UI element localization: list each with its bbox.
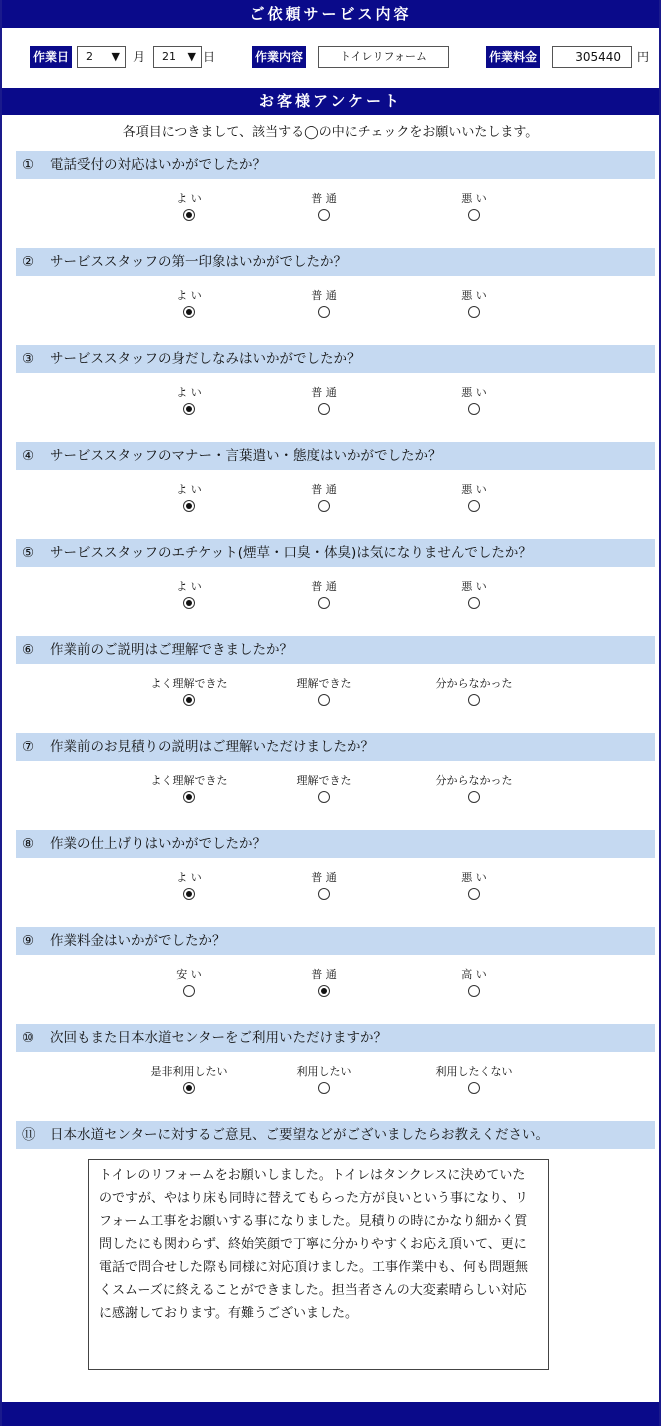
- answer-option-label: 利用したくない: [435, 1065, 513, 1078]
- answer-option[interactable]: [134, 579, 244, 609]
- answer-option[interactable]: [134, 288, 244, 318]
- answer-option[interactable]: [419, 191, 529, 221]
- answer-option-label: 悪 い: [461, 386, 487, 399]
- answer-option-label: 理解できた: [296, 677, 352, 690]
- question-list: [2, 151, 659, 1121]
- radio-checked[interactable]: [183, 500, 195, 512]
- answer-option-label: 普 通: [311, 968, 337, 981]
- question-number: ⑥: [22, 642, 35, 658]
- question-text: サービススタッフのエチケット(煙草・口臭・体臭)は気になりませんでしたか？: [50, 545, 532, 561]
- survey-header: [2, 88, 659, 115]
- answer-option[interactable]: [134, 870, 244, 900]
- day-select[interactable]: [153, 46, 202, 68]
- month-select[interactable]: [77, 46, 126, 68]
- answer-option[interactable]: [269, 385, 379, 415]
- question-4: [2, 442, 659, 539]
- answer-option-label: 分からなかった: [435, 774, 513, 787]
- answer-option-label: よ い: [176, 289, 202, 302]
- question-5-header: [16, 539, 655, 567]
- radio-unchecked[interactable]: [183, 985, 195, 997]
- month-value: 2: [86, 50, 93, 63]
- radio-checked[interactable]: [183, 1082, 195, 1094]
- question-1-header: [16, 151, 655, 179]
- question-8: [2, 830, 659, 927]
- radio-unchecked[interactable]: [468, 306, 480, 318]
- answer-option-label: よく理解できた: [150, 774, 228, 787]
- survey-header-title: お客様アンケート: [258, 92, 403, 110]
- radio-unchecked[interactable]: [468, 403, 480, 415]
- question-2-header: [16, 248, 655, 276]
- fee-unit: 円: [637, 50, 650, 64]
- answer-option-label: 普 通: [311, 483, 337, 496]
- answer-option-label: 悪 い: [461, 192, 487, 205]
- answer-option-label: よく理解できた: [150, 677, 228, 690]
- service-header: [2, 0, 659, 28]
- question-number: ①: [22, 157, 35, 173]
- answer-option[interactable]: [419, 870, 529, 900]
- date-label: 作業日: [30, 46, 72, 68]
- answer-option[interactable]: [269, 967, 379, 997]
- question-text: サービススタッフのマナー・言葉遣い・態度はいかがでしたか？: [50, 448, 442, 464]
- radio-unchecked[interactable]: [318, 694, 330, 706]
- answer-option-label: 分からなかった: [435, 677, 513, 690]
- answer-option[interactable]: [269, 773, 379, 803]
- answer-option[interactable]: [134, 385, 244, 415]
- answer-option[interactable]: [419, 967, 529, 997]
- answer-option-label: 普 通: [311, 192, 337, 205]
- answer-option[interactable]: [269, 288, 379, 318]
- radio-checked[interactable]: [183, 791, 195, 803]
- answer-option[interactable]: [269, 870, 379, 900]
- question-10-header: [16, 1024, 655, 1052]
- fee-label: 作業料金: [486, 46, 540, 68]
- question-number: ⑤: [22, 545, 35, 561]
- answer-option-label: 普 通: [311, 871, 337, 884]
- radio-unchecked[interactable]: [468, 500, 480, 512]
- radio-unchecked[interactable]: [468, 985, 480, 997]
- question-6: [2, 636, 659, 733]
- question-2: [2, 248, 659, 345]
- answer-option[interactable]: [134, 191, 244, 221]
- radio-unchecked[interactable]: [318, 791, 330, 803]
- answer-option-label: 悪 い: [461, 871, 487, 884]
- answer-option[interactable]: [419, 676, 529, 706]
- answer-option[interactable]: [419, 773, 529, 803]
- content-field[interactable]: トイレリフォーム: [318, 46, 449, 68]
- question-text: 作業の仕上げりはいかがでしたか？: [50, 836, 266, 852]
- question-number: ④: [22, 448, 35, 464]
- question-number: ⑩: [22, 1030, 35, 1046]
- answer-option-label: よ い: [176, 386, 202, 399]
- radio-unchecked[interactable]: [318, 888, 330, 900]
- question-11: [2, 1121, 659, 1411]
- question-number: ②: [22, 254, 35, 270]
- radio-checked[interactable]: [318, 985, 330, 997]
- radio-unchecked[interactable]: [468, 1082, 480, 1094]
- radio-checked[interactable]: [183, 306, 195, 318]
- answer-option[interactable]: [419, 482, 529, 512]
- answer-option[interactable]: [134, 1064, 244, 1094]
- content-label: 作業内容: [252, 46, 306, 68]
- question-number: ③: [22, 351, 35, 367]
- question-4-header: [16, 442, 655, 470]
- answer-option-label: 普 通: [311, 289, 337, 302]
- answer-option[interactable]: [269, 1064, 379, 1094]
- answer-option[interactable]: [269, 579, 379, 609]
- question-1: [2, 151, 659, 248]
- question-8-header: [16, 830, 655, 858]
- answer-option[interactable]: [134, 967, 244, 997]
- answer-option-label: よ い: [176, 871, 202, 884]
- answer-option-label: よ い: [176, 580, 202, 593]
- chevron-down-icon: ▼: [111, 50, 120, 63]
- question-text: 作業前のお見積りの説明はご理解いただけましたか？: [50, 739, 374, 755]
- answer-option-label: 是非利用したい: [150, 1065, 228, 1078]
- answer-option-label: よ い: [176, 483, 202, 496]
- radio-unchecked[interactable]: [318, 306, 330, 318]
- answer-option[interactable]: [419, 579, 529, 609]
- fee-field[interactable]: 305440: [552, 46, 632, 68]
- question-text: 作業前のご説明はご理解できましたか？: [50, 642, 293, 658]
- question-number: ⑦: [22, 739, 35, 755]
- day-unit: 日: [203, 50, 216, 64]
- answer-option-label: 利用したい: [296, 1065, 352, 1078]
- question-7-header: [16, 733, 655, 761]
- answer-option-label: 悪 い: [461, 483, 487, 496]
- radio-checked[interactable]: [183, 403, 195, 415]
- question-text: 日本水道センターに対するご意見、ご要望などがございましたらお教えください。: [50, 1127, 549, 1143]
- question-6-header: [16, 636, 655, 664]
- answer-option[interactable]: [419, 1064, 529, 1094]
- comment-textarea[interactable]: トイレのリフォームをお願いしました。トイレはタンクレスに決めていたのですが、やはり床も同時に替えてもらった方が良いという事になり、リフォーム工事をお願いする事になりました。見積りの時にかなり細かく質問したにも関わらず、終始笑顔で丁寧に分かりやすくお応え頂いて、更に電話で問合せした際も同様に対応頂けました。工事作業中も、何も問題無くスムーズに終えることができました。担当者さんの大変素晴らしい対応に感謝しております。有難うございました。: [88, 1159, 549, 1370]
- answer-option[interactable]: [269, 676, 379, 706]
- question-7: [2, 733, 659, 830]
- answer-option[interactable]: [419, 288, 529, 318]
- survey-instruction: 各項目につきまして、該当する◯の中にチェックをお願いいたします。: [122, 125, 539, 140]
- question-text: 電話受付の対応はいかがでしたか？: [50, 157, 266, 173]
- answer-option[interactable]: [134, 676, 244, 706]
- question-10: [2, 1024, 659, 1121]
- radio-unchecked[interactable]: [468, 209, 480, 221]
- radio-unchecked[interactable]: [468, 694, 480, 706]
- answer-option-label: 安 い: [176, 968, 202, 981]
- day-value: 21: [162, 50, 176, 63]
- answer-option-label: 普 通: [311, 386, 337, 399]
- answer-option-label: 高 い: [461, 968, 487, 981]
- answer-option[interactable]: [269, 191, 379, 221]
- radio-unchecked[interactable]: [468, 597, 480, 609]
- service-info-row: [2, 28, 659, 88]
- footer-band: [2, 1402, 659, 1426]
- question-text: 次回もまた日本水道センターをご利用いただけますか？: [50, 1030, 387, 1046]
- answer-option[interactable]: [134, 773, 244, 803]
- question-3-header: [16, 345, 655, 373]
- radio-unchecked[interactable]: [318, 1082, 330, 1094]
- answer-option-label: 普 通: [311, 580, 337, 593]
- answer-option[interactable]: [269, 482, 379, 512]
- radio-checked[interactable]: [183, 888, 195, 900]
- question-number: ⑧: [22, 836, 35, 852]
- answer-option-label: 理解できた: [296, 774, 352, 787]
- question-5: [2, 539, 659, 636]
- chevron-down-icon: ▼: [187, 50, 196, 63]
- question-text: サービススタッフの身だしなみはいかがでしたか？: [50, 351, 361, 367]
- radio-unchecked[interactable]: [318, 403, 330, 415]
- question-3: [2, 345, 659, 442]
- service-header-title: ご依頼サービス内容: [249, 5, 412, 23]
- question-text: サービススタッフの第一印象はいかがでしたか？: [50, 254, 347, 270]
- question-9-header: [16, 927, 655, 955]
- radio-checked[interactable]: [183, 597, 195, 609]
- month-unit: 月: [133, 50, 146, 64]
- radio-unchecked[interactable]: [468, 888, 480, 900]
- radio-unchecked[interactable]: [318, 500, 330, 512]
- answer-option[interactable]: [419, 385, 529, 415]
- question-9: [2, 927, 659, 1024]
- answer-option-label: 悪 い: [461, 289, 487, 302]
- question-11-header: [16, 1121, 655, 1149]
- answer-option-label: よ い: [176, 192, 202, 205]
- answer-option[interactable]: [134, 482, 244, 512]
- radio-unchecked[interactable]: [318, 597, 330, 609]
- answer-option-label: 悪 い: [461, 580, 487, 593]
- radio-checked[interactable]: [183, 694, 195, 706]
- question-number: ⑨: [22, 933, 35, 949]
- radio-unchecked[interactable]: [318, 209, 330, 221]
- question-text: 作業料金はいかがでしたか？: [50, 933, 226, 949]
- radio-checked[interactable]: [183, 209, 195, 221]
- radio-unchecked[interactable]: [468, 791, 480, 803]
- question-number: ⑪: [22, 1127, 36, 1143]
